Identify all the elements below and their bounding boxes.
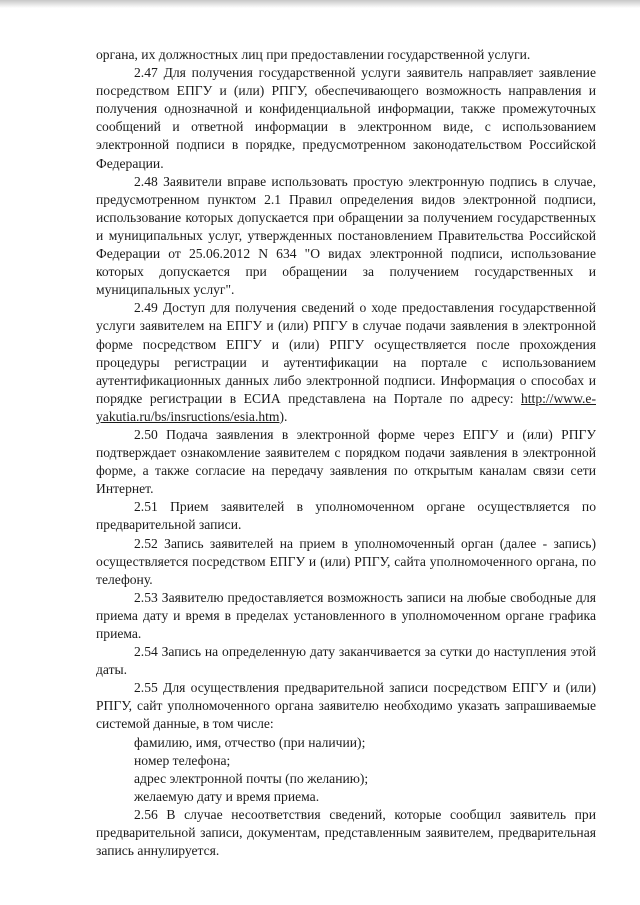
paragraph-2-54: 2.54 Запись на определенную дату заканчивается за сутки до наступления этой даты. [96, 644, 596, 678]
paragraph-2-50: 2.50 Подача заявления в электронной форме через ЕПГУ и (или) РПГУ подтверждает ознакомление заявителем с порядком подачи заявления в электронной форме, а также согласие на передачу заявления по открытым каналам связи сети Интернет. [96, 426, 596, 497]
paragraph-2-48: 2.48 Заявители вправе использовать простую электронную подпись в случае, предусмотренном пунктом 2.1 Правил определения видов электронной подписи, использование которых допускается при обращении за получением государственных и муниципальных услуг, утвержденных постановлением Правительства Российской Федерации от 25.06.2012 N 634 "О видах электронной подписи, использование которых допускается при обращении за получением государственных и муниципальных услуг". [96, 173, 596, 298]
paragraph-2-53: 2.53 Заявителю предоставляется возможность записи на любые свободные для приема дату и время в пределах установленного в уполномоченном органе графика приема. [96, 589, 596, 641]
paragraph-2-49-end: ). [279, 408, 288, 424]
paragraph-2-47: 2.47 Для получения государственной услуги заявитель направляет заявление посредством ЕПГУ и (или) РПГУ, обеспечивающего возможность направления и получения однозначной и конфиденциальной информации, также промежуточных сообщений и ответной информации в электронном виде, с использованием электронной подписи в порядке, предусмотренном законодательством Российской Федерации. [96, 65, 596, 171]
paragraph-2-52: 2.52 Запись заявителей на прием в уполномоченный орган (далее - запись) осуществляется посредством ЕПГУ и (или) РПГУ, сайта уполномоченного органа, по телефону. [96, 535, 596, 587]
paragraph-2-56: 2.56 В случае несоответствия сведений, которые сообщил заявитель при предварительной записи, документам, представленным заявителем, предварительная запись аннулируется. [96, 806, 596, 859]
list-item: адрес электронной почты (по желанию); [134, 770, 369, 786]
document-body [96, 46, 596, 860]
paragraph-2-55: 2.55 Для осуществления предварительной записи посредством ЕПГУ и (или) РПГУ, сайт уполномоченного органа заявителю необходимо указать запрашиваемые системой данные, в том числе: [96, 680, 596, 732]
paragraph-2-49-text: 2.49 Доступ для получения сведений о ходе предоставления государственной услуги заявителем на ЕПГУ и (или) РПГУ в случае подачи заявления в электронной форме посредством ЕПГУ и (или) РПГУ осуществляется после прохождения процедуры регистрации и аутентификации на портале с использованием аутентификационных данных либо электронной подписи. Информация о способах и порядке регистрации в ЕСИА представлена на Портале по адресу: [96, 300, 596, 406]
paragraph-intro: органа, их должностных лиц при предоставлении государственной услуги. [96, 47, 531, 62]
esia-instructions-link[interactable]: http://www.e-yakutia.ru/bs/insructions/esia.htm [96, 390, 596, 424]
list-item: желаемую дату и время приема. [134, 788, 320, 804]
paragraph-2-49 [96, 299, 596, 426]
list-item: номер телефона; [134, 752, 231, 768]
list-item: фамилию, имя, отчество (при наличии); [134, 734, 366, 750]
scan-top-edge [0, 0, 640, 8]
paragraph-2-51: 2.51 Прием заявителей в уполномоченном органе осуществляется по предварительной записи. [96, 499, 596, 533]
